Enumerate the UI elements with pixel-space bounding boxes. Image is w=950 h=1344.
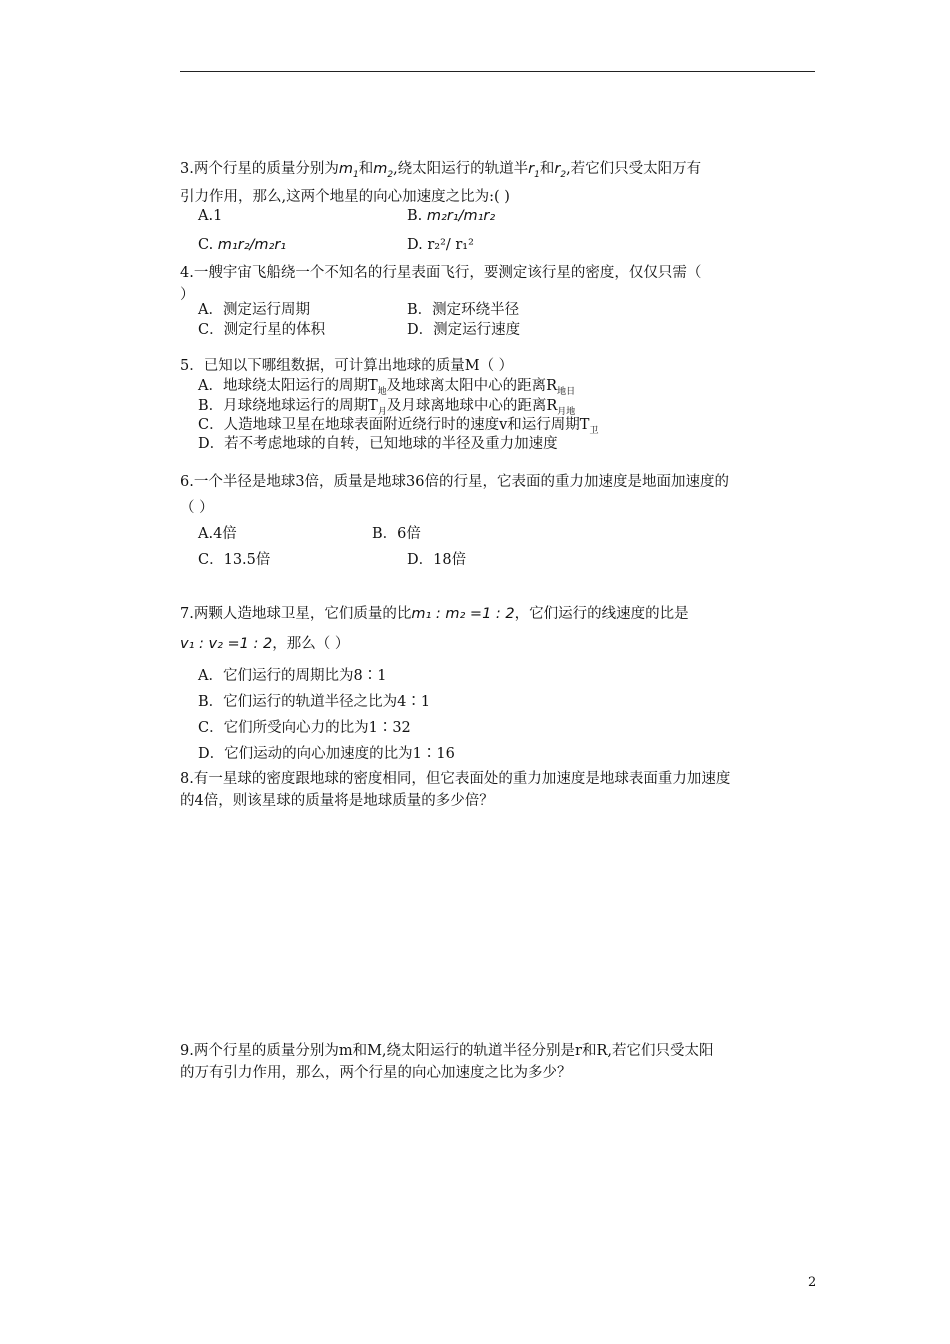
mass-ratio: m₁ : m₂ =1 : 2 — [411, 606, 515, 622]
q5-option-d: D．若不考虑地球的自转，已知地球的半径及重力加速度 — [198, 436, 558, 452]
q6-option-a: A.4倍 — [198, 526, 237, 542]
q3-option-d: D. r₂²/ r₁² — [407, 237, 474, 253]
q7-option-a: A．它们运行的周期比为8∶1 — [198, 668, 387, 684]
q4-option-a: A．测定运行周期 — [198, 302, 310, 318]
q3-option-b: B. m₂r₁/m₁r₂ — [407, 208, 496, 224]
q7-option-b: B．它们运行的轨道半径之比为4∶1 — [198, 694, 431, 710]
r1-symbol: $r_1$ — [528, 161, 540, 180]
q3-option-c: C. m₁r₂/m₂r₁ — [198, 237, 287, 253]
q5-option-b: B．月球绕地球运行的周期$T_月$及月球离地球中心的距离$R_{月地}$ — [198, 398, 576, 417]
q4-option-d: D．测定运行速度 — [407, 322, 521, 338]
question-8: 8.有一星球的密度跟地球的密度相同，但它表面处的重力加速度是地球表面重力加速度 的4倍，则该星球的质量将是地球质量的多少倍？ — [180, 771, 731, 809]
question-9: 9.两个行星的质量分别为m和M,绕太阳运行的轨道半径分别是r和R,若它们只受太阳 的万有引力作用，那么，两个行星的向心加速度之比为多少？ — [180, 1043, 714, 1081]
q5-option-a: A．地球绕太阳运行的周期$T_地$及地球离太阳中心的距离$R_{地日}$ — [198, 378, 576, 397]
question-3-line-2: 引力作用，那么,这两个地星的向心加速度之比为:( ) — [180, 188, 510, 205]
page-number: 2 — [808, 1275, 817, 1290]
question-3-line-1: 3.两个行星的质量分别为$m_1$和$m_2$,绕太阳运行的轨道半$r_1$和$r_2$,若它们只受太阳万有 — [180, 161, 702, 180]
m2-symbol: $m_2$ — [373, 161, 394, 180]
q7-option-d: D．它们运动的向心加速度的比为1∶16 — [198, 746, 455, 762]
q4-option-b: B．测定环绕半径 — [407, 302, 520, 318]
q7-option-c: C．它们所受向心力的比为1∶32 — [198, 720, 411, 736]
question-7-line-2: v₁ : v₂ =1 : 2，那么（ ） — [180, 636, 350, 652]
question-4: 4.一艘宇宙飞船绕一个不知名的行星表面飞行，要测定该行星的密度，仅仅只需（ ） — [180, 265, 702, 303]
q3-option-a: A.1 — [198, 208, 223, 224]
velocity-ratio: v₁ : v₂ =1 : 2 — [180, 636, 273, 652]
question-6: 6.一个半径是地球3倍，质量是地球36倍的行星，它表面的重力加速度是地面加速度的 （ ） — [180, 474, 730, 516]
q6-option-b: B．6倍 — [372, 526, 421, 542]
header-rule — [180, 71, 815, 72]
question-3 — [180, 158, 820, 208]
question-7-line-1: 7.两颗人造地球卫星，它们质量的比m₁ : m₂ =1 : 2，它们运行的线速度的比是 — [180, 606, 689, 622]
q6-option-c: C．13.5倍 — [198, 552, 271, 568]
q4-option-c: C．测定行星的体积 — [198, 322, 326, 338]
m1-symbol: $m_1$ — [338, 161, 359, 180]
r2-symbol: $r_2$ — [554, 161, 567, 180]
q6-option-d: D．18倍 — [407, 552, 467, 568]
q5-option-c: C．人造地球卫星在地球表面附近绕行时的速度v和运行周期$T_卫$ — [198, 417, 599, 436]
question-5-stem: 5．已知以下哪组数据，可计算出地球的质量M（ ） — [180, 358, 514, 374]
